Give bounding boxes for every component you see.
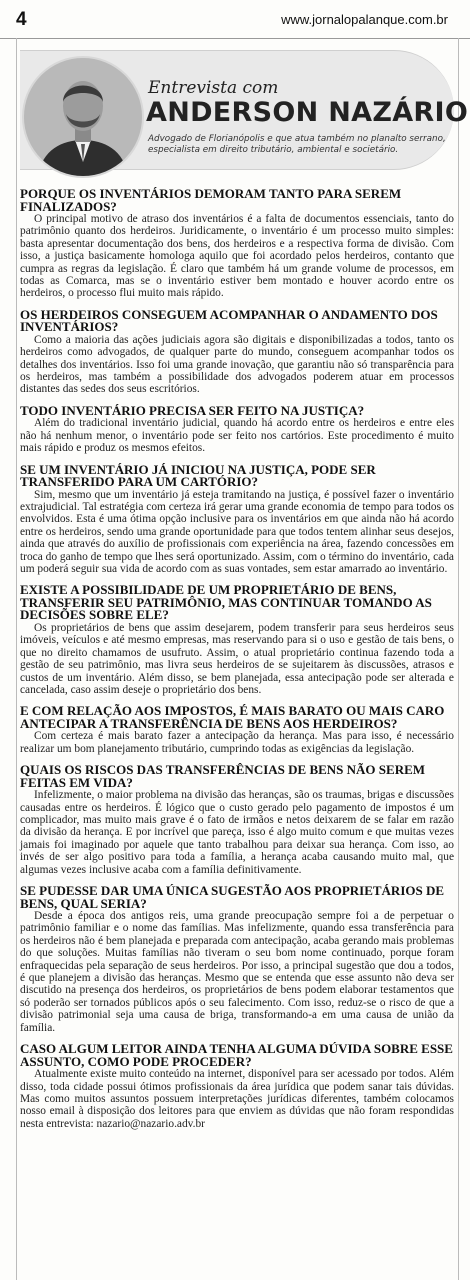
interviewee-name: ANDERSON NAZÁRIO [146,97,469,128]
page-number: 4 [16,9,27,30]
answer-text: Infelizmente, o maior problema na divisão das heranças, são os traumas, brigas e discussões causadas entre os herdeiros. É lógico que o custo gerado pelo pagamento de impostos é um complicador, mas muito mais grave é o fato de irmãos e netos deixarem de se falar em razão da divisão da herança. E por incrível que pareça, isso é algo muito comum e que muitas vezes jamais foi imaginado por aquele que tanto trabalhou para deixar sua herança. Com isso, ao invés de ser algo positivo para toda a família, a herança acaba causando muito mal, que algumas vezes inclusive acaba com a família definitivamente. [20,789,454,876]
qa-item [20,461,454,576]
answer-text: Sim, mesmo que um inventário já esteja tramitando na justiça, é possível fazer o inventário extrajudicial. Tal estratégia com certeza irá gerar uma grande economia de tempo para todos os envolvidos. Esta é uma ótima opção inclusive para os inventários em que ainda não há acordo entre os herdeiros, sendo uma grande oportunidade para que todos tentem alinhar seus desejos, ainda que através do auxílio de profissionais com experiência na área, fazendo concessões em troca do ganho de tempo que lhes será oportunizado. Assim, com o término do inventário, cada um poderá seguir sua vida de acordo com as suas vontades, sem estar amarrado ao inventário. [20,488,454,576]
interview-body [20,188,454,1139]
interviewee-bio: Advogado de Florianópolis e que atua também no planalto serrano, especialista em direito tributário, ambiental e societário. [148,134,446,155]
question-heading: QUAIS OS RISCOS DAS TRANSFERÊNCIAS DE BENS NÃO SEREM FEITAS EM VIDA? [20,762,426,790]
question-heading: EXISTE A POSSIBILIDADE DE UM PROPRIETÁRIO DE BENS, TRANSFERIR SEU PATRIMÔNIO, MAS CONTINUAR TOMANDO AS DECISÕES SOBRE ELE? [20,582,432,623]
qa-item [20,1043,454,1130]
question-heading: E COM RELAÇÃO AOS IMPOSTOS, É MAIS BARATO OU MAIS CARO ANTECIPAR A TRANSFERÊNCIA DE BENS AOS HERDEIROS? [20,703,445,731]
qa-item [20,584,454,696]
right-column-rule [458,38,459,1280]
answer-text: Atualmente existe muito conteúdo na internet, disponível para ser acessado por todos. Além disso, toda cidade possui ótimos profissionais da área jurídica que podem sanar tais dúvidas. Mas como muitos assuntos possuem interpretações jurídicas diferentes, também colocamos nosso email à disposição dos leitores para que enviem as dúvidas que não foram respondidas nesta entrevista: nazario@nazario.adv.br [20,1068,454,1130]
qa-item [20,705,454,755]
question-heading: CASO ALGUM LEITOR AINDA TENHA ALGUMA DÚVIDA SOBRE ESSE ASSUNTO, COMO PODE PROCEDER? [20,1041,453,1069]
qa-item [20,402,454,455]
interviewee-portrait [22,56,144,178]
answer-text: Com certeza é mais barato fazer a antecipação da herança. Mas para isso, é necessário realizar um bom planejamento tributário, cumprindo todas as exigências da legislação. [20,730,454,755]
site-url: www.jornalopalanque.com.br [281,12,448,27]
answer-text: O principal motivo de atraso dos inventários é a falta de documentos essenciais, tanto do patrimônio quanto dos herdeiros. Juridicamente, o inventário é um processo muito simples: basta apresentar documentação dos bens, dos herdeiros e a respectiva forma de divisão. Com isso, a justiça basicamente homologa aquilo que foi acordado pelos herdeiros, contanto que cumpra as regras da legislação. É claro que também há um grande volume de processos, em todas as Comarca, mas se o inventário estiver bem montado e houver acordo entre os herdeiros, o processo flui muito mais rápido. [20,213,454,300]
question-heading: PORQUE OS INVENTÁRIOS DEMORAM TANTO PARA SEREM FINALIZADOS? [20,186,402,214]
qa-item [20,188,454,300]
answer-text: Além do tradicional inventário judicial, quando há acordo entre os herdeiros e entre eles não há nenhum menor, o inventário pode ser feito nos cartórios. Este procedimento é muito mais rápido e produz os mesmos efeitos. [20,417,454,455]
answer-text: Desde a época dos antigos reis, uma grande preocupação sempre foi a de perpetuar o patrimônio familiar e o nome das famílias. Mas infelizmente, quando essa transferência para os herdeiros não é bem planejada e preparada com antecipação, acaba gerando mais problemas do que soluções. Muitas famílias não tiveram o seu bom nome continuado, porque foram enfraquecidas pela separação de seus herdeiros. Por isso, a principal sugestão que dou a todos, é que planejem a divisão das heranças. Mesmo que se entenda que esse assunto não deva ser discutido na presença dos herdeiros, os proprietários de bens podem elaborar testamentos que só poderão ser tornados públicos após o seu falecimento. Com isso, reduz-se o risco de que a divisão patrimonial seja uma causa de briga, transformando-a em uma causa de união da família. [20,910,454,1034]
qa-item [20,306,454,396]
question-heading: TODO INVENTÁRIO PRECISA SER FEITO NA JUSTIÇA? [20,402,365,418]
answer-text: Como a maioria das ações judiciais agora são digitais e disponibilizadas a todos, tanto os herdeiros como advogados, de qualquer parte do mundo, conseguem acompanhar todos os detalhes dos inventários. Isso foi uma grande inovação, que garantiu não só transparência para os herdeiros, mas também a possibilidade dos advogados poderem atuar em processos distantes das sedes dos seus escritórios. [20,333,454,396]
answer-text: Os proprietários de bens que assim desejarem, podem transferir para seus herdeiros seus imóveis, veículos e até mesmo empresas, mas reservando para si o uso e gestão de tais bens, o que no direito chamamos de usufruto. Assim, o atual proprietário continua fazendo toda a gestão de seu patrimônio, mas livra seus herdeiros de se sujeitarem às discussões, atrasos e custos de um inventário. Além disso, se bem planejada, essa antecipação pode ser alterada e cancelada, caso assim deseje o proprietário dos bens. [20,621,454,696]
question-heading: OS HERDEIROS CONSEGUEM ACOMPANHAR O ANDAMENTO DOS INVENTÁRIOS? [20,306,438,335]
question-heading: SE PUDESSE DAR UMA ÚNICA SUGESTÃO AOS PROPRIETÁRIOS DE BENS, QUAL SERIA? [20,883,445,911]
left-column-rule [16,38,17,1280]
qa-item [20,885,454,1034]
page-header [0,0,470,39]
banner-kicker: Entrevista com [148,78,279,98]
portrait-photo-icon [24,58,142,176]
qa-item [20,764,454,876]
question-heading: SE UM INVENTÁRIO JÁ INICIOU NA JUSTIÇA, PODE SER TRANSFERIDO PARA UM CARTÓRIO? [20,461,376,490]
